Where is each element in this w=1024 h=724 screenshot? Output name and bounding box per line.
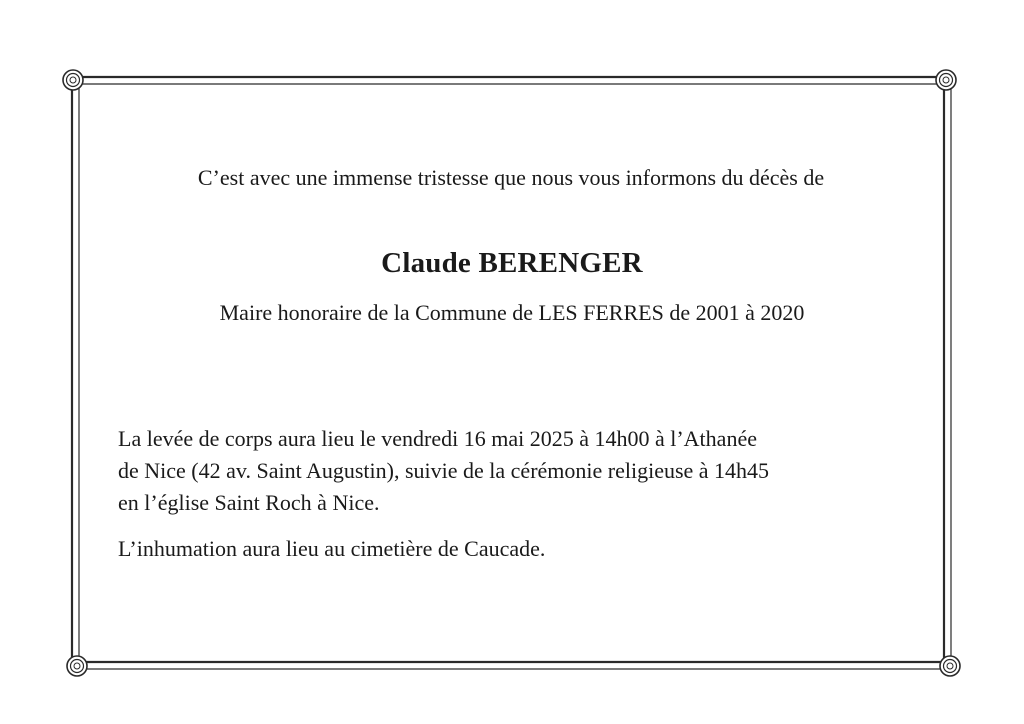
corner-ornament-bottom-left (67, 656, 87, 676)
deceased-role: Maire honoraire de la Commune de LES FERRES de 2001 à 2020 (219, 300, 805, 325)
intro-sentence: C’est avec une immense tristesse que nous vous informons du décès de (197, 165, 825, 190)
corner-ornament-top-left (63, 70, 83, 90)
intro-text (0, 163, 1024, 193)
ceremony-line: en l’église Saint Roch à Nice. (118, 490, 380, 515)
ceremony-line: La levée de corps aura lieu le vendredi 16 mai 2025 à 14h00 à l’Athanée (118, 426, 757, 451)
corner-ornament-bottom-right (940, 656, 960, 676)
deceased-name: Claude BERENGER (381, 247, 643, 279)
burial-info: L’inhumation aura lieu au cimetière de Caucade. (118, 536, 546, 561)
corner-ornament-top-right (936, 70, 956, 90)
ceremony-line: de Nice (42 av. Saint Augustin), suivie de la cérémonie religieuse à 14h45 (118, 458, 770, 483)
